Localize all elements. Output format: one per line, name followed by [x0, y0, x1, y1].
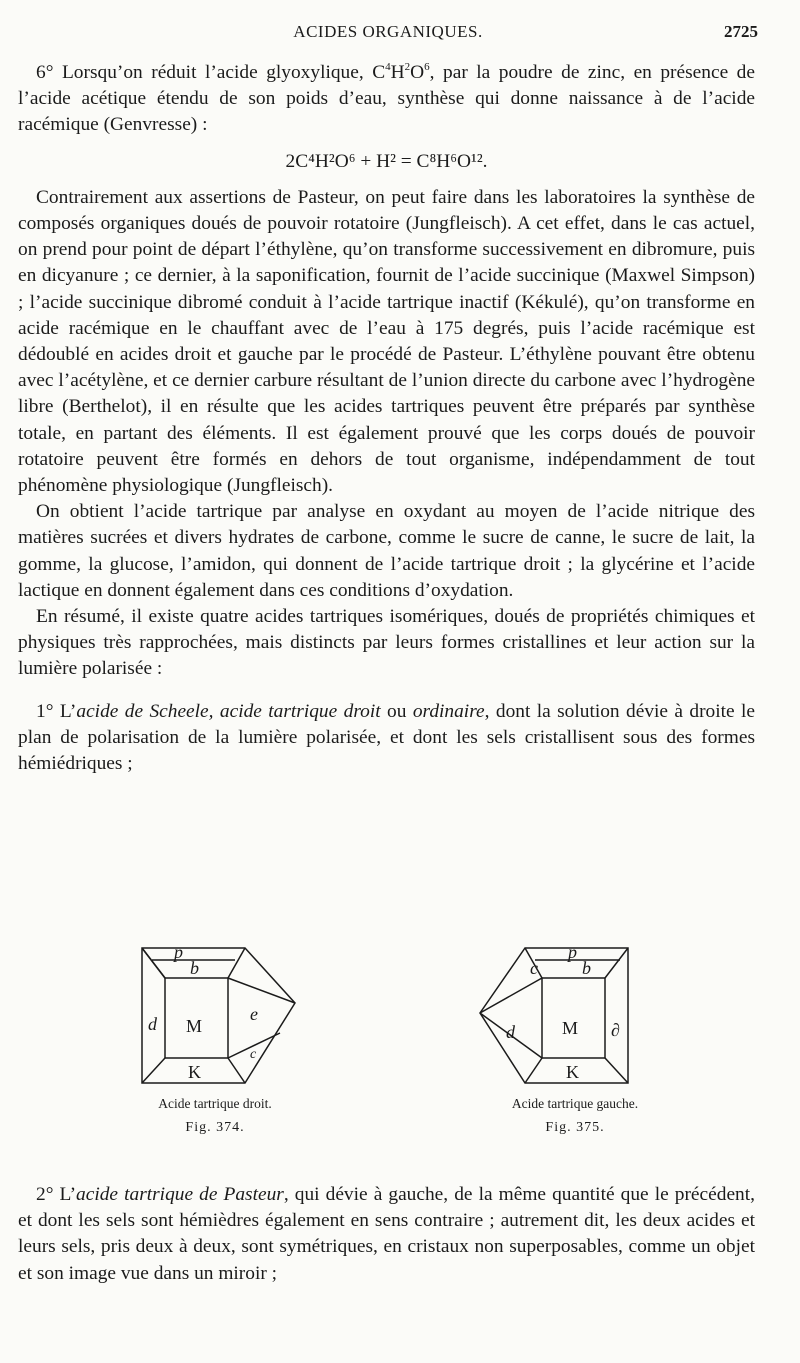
paragraph-synthesis: Contrairement aux assertions de Pasteur, on peut faire dans les laboratoires la synthèse de composés organiques doués de pouvoir rotatoire (Jungfleisch). A cet effet, dans le cas actuel, on prend pour point de départ l’éthylène, qu’on transforme successivement en dibromure, puis en dicyanure ; ce dernier, à la saponification, fournit de l’acide succinique (Maxwel Simpson) ; l’acide succinique dibromé conduit à l’acide tartrique inactif (Kékulé), qu’on transforme en acide racémique en le chauffant avec de l’eau à 175 degrés, puis l’acide racémique est dédoublé en acides droit et gauche par le procédé de Pasteur. L’éthylène pouvant être obtenu avec l’acétylène, et ce dernier carbure résultant de l’union directe du carbone avec l’hydrogène libre (Berthelot), il en résulte que les acides tartriques peuvent être préparés par synthèse totale, en partant des éléments. Il est également prouvé que les corps doués de pouvoir rotatoire peuvent être formés en dehors de tout organisme, indépendamment de tout phénomène physiologique (Jungfleisch).	[18, 186, 755, 497]
text-span: 6° Lorsqu’on réduit l’acide glyoxylique, C	[36, 62, 386, 83]
running-header	[18, 22, 758, 48]
face-label-d: d	[148, 1014, 157, 1034]
face-label-k: K	[188, 1062, 201, 1082]
text-span: 1° L’	[36, 700, 77, 722]
italic-term: ordinaire	[412, 700, 485, 722]
figure-number: Fig. 374.	[185, 1120, 245, 1135]
main-text-continued	[18, 1182, 755, 1287]
paragraph-6	[18, 60, 755, 139]
face-label-b: b	[190, 958, 199, 978]
face-label-b: b	[582, 958, 591, 978]
page-number: 2725	[724, 22, 758, 41]
figure-caption: Acide tartrique gauche.	[511, 1096, 639, 1111]
face-label-k: K	[566, 1062, 579, 1082]
paragraph-scheele	[18, 699, 755, 778]
figure-375	[470, 938, 680, 1136]
text-span: 2° L’	[36, 1184, 77, 1205]
face-label-e: ∂	[611, 1020, 620, 1040]
subscript: 4	[385, 60, 391, 73]
face-label-c: c	[250, 1047, 257, 1062]
spacer	[18, 683, 755, 699]
crystal-drawing-left	[470, 938, 660, 1088]
face-label-d: d	[506, 1022, 515, 1042]
running-title: ACIDES ORGANIQUES.	[293, 22, 483, 41]
paragraph-oxidation: On obtient l’acide tartrique par analyse en oxydant au moyen de l’acide nitrique des matières sucrées et divers hydrates de carbone, comme le sucre de canne, le sucre de lait, la gomme, la glucose, l’amidon, qui donnent de l’acide tartrique droit ; la glycérine et l’acide lactique en donnent également dans ces conditions d’oxydation.	[18, 501, 755, 601]
text-span: , par la poudre de zinc, en présence de l’acide acétique étendu de son poids d’eau, synthèse qui donne naissance à de l’acide racémique (Genvresse) :	[18, 62, 755, 136]
face-label-p: p	[174, 942, 183, 962]
face-label-m: M	[186, 1016, 203, 1036]
crystal-drawing-right	[110, 938, 300, 1088]
subscript: 6	[424, 60, 430, 73]
text-span: , qui dévie à gauche, de la même quantité que le précédent, et dont les sels sont hémièdres également en sens contraire ; autrement dit, les deux acides et leurs sels, pris deux à deux, sont symétriques, en cristaux non superposables, comme un objet et son image vue dans un miroir ;	[18, 1184, 755, 1284]
text-span: H	[390, 62, 405, 83]
figure-caption: Acide tartrique droit.	[158, 1096, 272, 1111]
equation: 2C⁴H²O⁶ + H² = C⁸H⁶O¹².	[285, 150, 488, 172]
face-label-m: M	[562, 1018, 579, 1038]
main-text	[18, 60, 755, 777]
text-span: O	[410, 62, 425, 83]
paragraph-summary: En résumé, il existe quatre acides tartriques isomériques, doués de propriétés chimiques et physiques très rapprochées, mais distincts par leurs formes cristallines et leur action sur la lumière polarisée :	[18, 606, 755, 680]
face-label-p: p	[568, 942, 577, 962]
subscript: 2	[404, 60, 411, 73]
paragraph-pasteur	[18, 1182, 755, 1287]
face-label-e: e	[250, 1004, 258, 1024]
italic-term: acide de Scheele, acide tartrique droit	[76, 700, 381, 722]
text-span: , dont la solution dévie à droite le plan de polarisation de la lumière polarisée, et dont les sels cristallisent sous des formes hémiédriques ;	[18, 700, 756, 775]
figure-374	[110, 938, 320, 1136]
crystal-figures	[110, 938, 670, 1158]
figure-number: Fig. 375.	[545, 1120, 605, 1135]
text-span: ou	[380, 700, 413, 722]
face-label-c: c	[530, 958, 538, 978]
italic-term: acide tartrique de Pasteur	[76, 1184, 284, 1205]
